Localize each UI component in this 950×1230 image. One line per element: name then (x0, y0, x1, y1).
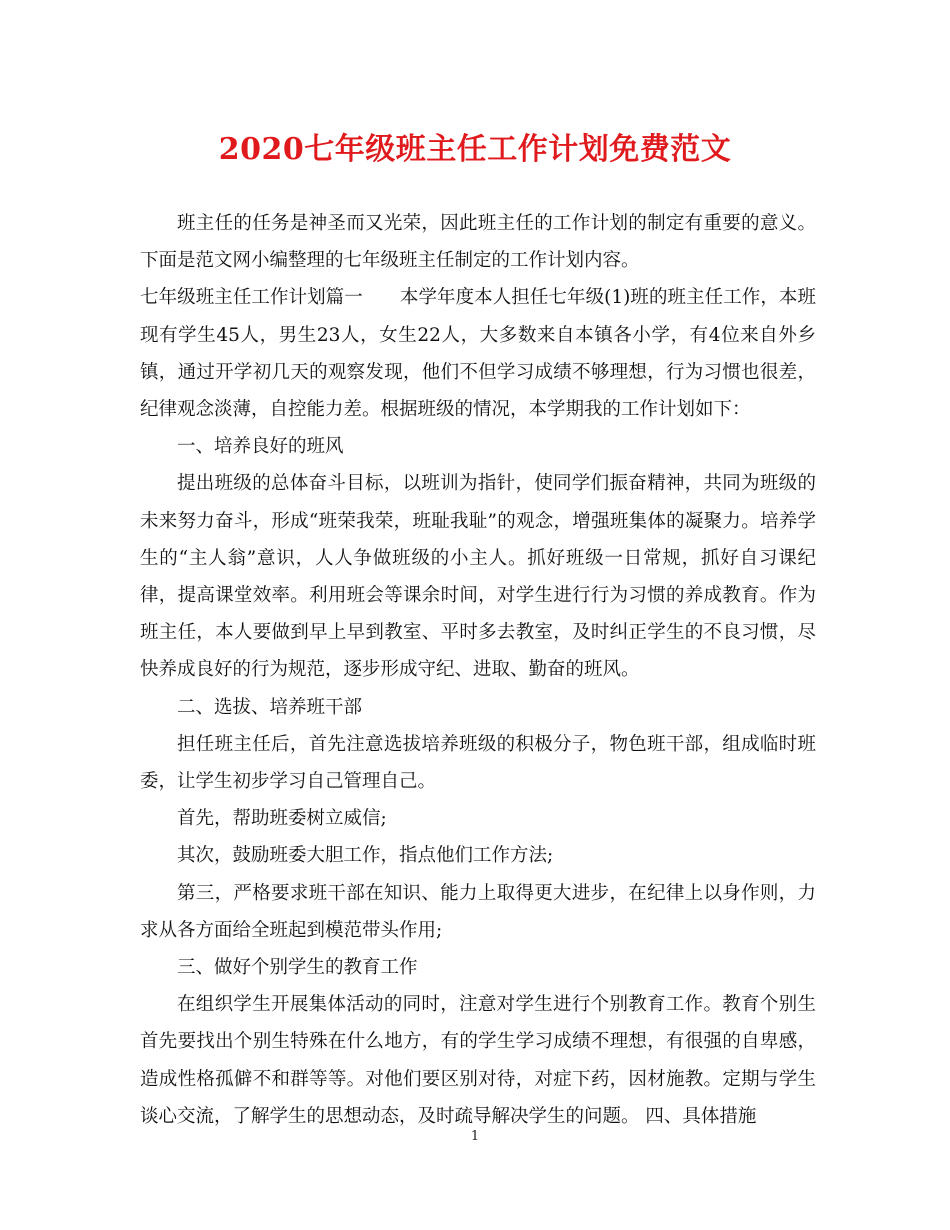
paragraph-first: 首先，帮助班委树立威信; (177, 808, 387, 830)
heading-section-2: 二、选拔、培养班干部 (177, 696, 363, 718)
heading-section-1: 一、培养良好的班风 (177, 436, 344, 458)
paragraph-section-2: 担任班主任后，首先注意选拔培养班级的积极分子，物色班干部，组成临时班委，让学生初步学习自己管理自己。 (140, 733, 816, 793)
paragraph-plan-one: 七年级班主任工作计划篇一 本学年度本人担任七年级(1)班的班主任工作，本班现有学生45人，男生23人，女生22人，大多数来自本镇各小学，有4位来自外乡镇，通过开学初几天的观察发现，他们不但学习成绩不够理想，行为习惯也很差，纪律观念淡薄，自控能力差。根据班级的情况，本学期我的工作计划如下： (140, 287, 816, 421)
paragraph-section-3: 在组织学生开展集体活动的同时，注意对学生进行个别教育工作。教育个别生首先要找出个别生特殊在什么地方，有的学生学习成绩不理想，有很强的自卑感，造成性格孤僻不和群等等。对他们要区别对待，对症下药，因材施教。定期与学生谈心交流，了解学生的思想动态，及时疏导解决学生的问题。 四、具体措施 (140, 994, 816, 1127)
paragraph-third: 第三，严格要求班干部在知识、能力上取得更大进步，在纪律上以身作则，力求从各方面给全班起到模范带头作用; (140, 882, 816, 941)
page-number: 1 (470, 1129, 480, 1144)
document-title: 2020七年级班主任工作计划免费范文 (218, 132, 732, 167)
document-body (140, 205, 816, 1135)
heading-section-3: 三、做好个别学生的教育工作 (177, 957, 418, 979)
paragraph-section-1: 提出班级的总体奋斗目标，以班训为指针，使同学们振奋精神，共同为班级的未来努力奋斗，形成“班荣我荣，班耻我耻”的观念，增强班集体的凝聚力。培养学生的“主人翁”意识，人人争做班级的小主人。抓好班级一日常规，抓好自习课纪律，提高课堂效率。利用班会等课余时间，对学生进行行为习惯的养成教育。作为班主任，本人要做到早上早到教室、平时多去教室，及时纠正学生的不良习惯，尽快养成良好的行为规范，逐步形成守纪、进取、勤奋的班风。 (140, 473, 816, 681)
paragraph-second: 其次，鼓励班委大胆工作，指点他们工作方法; (177, 845, 554, 867)
paragraph-intro: 班主任的任务是神圣而又光荣，因此班主任的工作计划的制定有重要的意义。下面是范文网小编整理的七年级班主任制定的工作计划内容。 (140, 213, 816, 272)
